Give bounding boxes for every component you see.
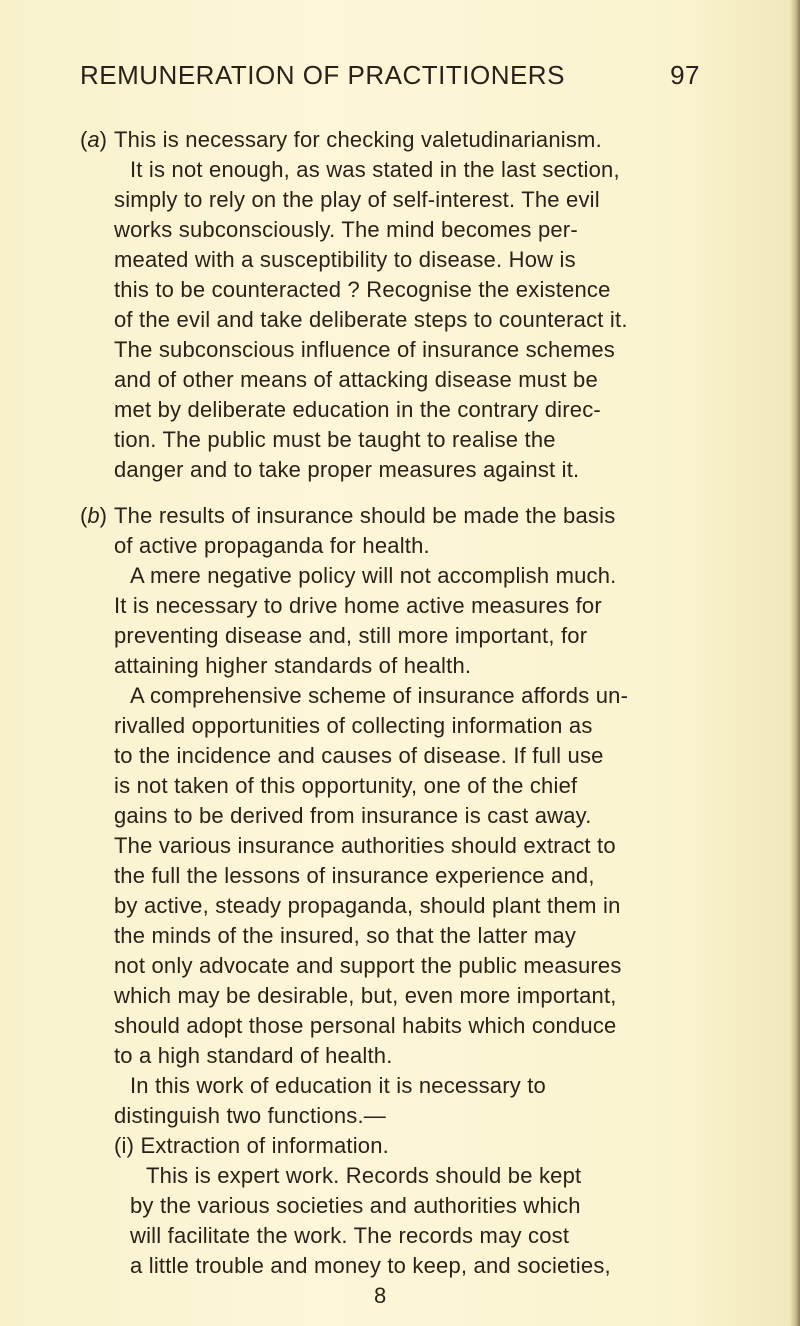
section-a-line: It is not enough, as was stated in the last section,: [130, 157, 620, 182]
section-b-line: preventing disease and, still more important, for: [114, 623, 588, 648]
section-a-line: tion. The public must be taught to realise the: [114, 427, 556, 452]
section-b-line: of active propaganda for health.: [114, 533, 430, 558]
section-b-line: to the incidence and causes of disease. If full use: [114, 743, 604, 768]
section-b-line: The results of insurance should be made the basis: [114, 503, 616, 528]
section-a-line: and of other means of attacking disease must be: [114, 367, 598, 392]
section-b-line: the minds of the insured, so that the latter may: [114, 923, 577, 948]
section-b-line: to a high standard of health.: [114, 1043, 393, 1068]
running-head-title: REMUNERATION OF PRACTITIONERS: [80, 60, 565, 90]
section-b-line: A mere negative policy will not accomplish much.: [130, 563, 617, 588]
section-b-line: a little trouble and money to keep, and societies,: [130, 1253, 611, 1278]
section-b-line: gains to be derived from insurance is cast away.: [114, 803, 592, 828]
section-a-line: met by deliberate education in the contrary direc-: [114, 397, 601, 422]
section-b-line: attaining higher standards of health.: [114, 653, 472, 678]
section-a-label: [80, 126, 107, 154]
section-b-line: the full the lessons of insurance experience and,: [114, 863, 595, 888]
section-b-line: not only advocate and support the public measures: [114, 953, 622, 978]
section-b-label-open: (: [80, 503, 88, 528]
section-b-line: is not taken of this opportunity, one of the chief: [114, 773, 578, 798]
section-a-line: works subconsciously. The mind becomes per-: [114, 217, 578, 242]
section-b-line: which may be desirable, but, even more important,: [114, 983, 617, 1008]
page-edge-shadow: [790, 0, 800, 1326]
section-b-line: In this work of education it is necessary to: [130, 1073, 546, 1098]
section-a-label-open: (: [80, 127, 88, 152]
section-b-line: by active, steady propaganda, should plant them in: [114, 893, 621, 918]
section-a-line: danger and to take proper measures against it.: [114, 457, 580, 482]
section-a-label-letter: a: [87, 127, 100, 152]
running-head: [80, 60, 700, 94]
section-b-label-close: ): [99, 503, 107, 528]
section-a-line: simply to rely on the play of self-interest. The evil: [114, 187, 600, 212]
section-b-line: distinguish two functions.—: [114, 1103, 386, 1128]
section-a-line: of the evil and take deliberate steps to counteract it.: [114, 307, 628, 332]
section-a-label-close: ): [99, 127, 107, 152]
signature-mark: 8: [374, 1283, 387, 1308]
section-a-line: this to be counteracted ? Recognise the existence: [114, 277, 611, 302]
section-a-line: The subconscious influence of insurance schemes: [114, 337, 616, 362]
section-b-line: A comprehensive scheme of insurance affords un-: [130, 683, 629, 708]
section-b-line: The various insurance authorities should extract to: [114, 833, 616, 858]
section-b-line: should adopt those personal habits which conduce: [114, 1013, 617, 1038]
section-b-line: will facilitate the work. The records may cost: [130, 1223, 570, 1248]
page-number: 97: [670, 60, 700, 90]
section-b-label-letter: b: [87, 503, 100, 528]
section-b-line: rivalled opportunities of collecting information as: [114, 713, 593, 738]
section-a-line: This is necessary for checking valetudinarianism.: [114, 127, 602, 152]
section-b-label: [80, 502, 107, 530]
section-b-line: It is necessary to drive home active measures for: [114, 593, 602, 618]
section-b-subheading: (i) Extraction of information.: [114, 1133, 389, 1158]
section-b-line: by the various societies and authorities which: [130, 1193, 581, 1218]
section-a-line: meated with a susceptibility to disease. How is: [114, 247, 576, 272]
section-b-line: This is expert work. Records should be kept: [146, 1163, 582, 1188]
